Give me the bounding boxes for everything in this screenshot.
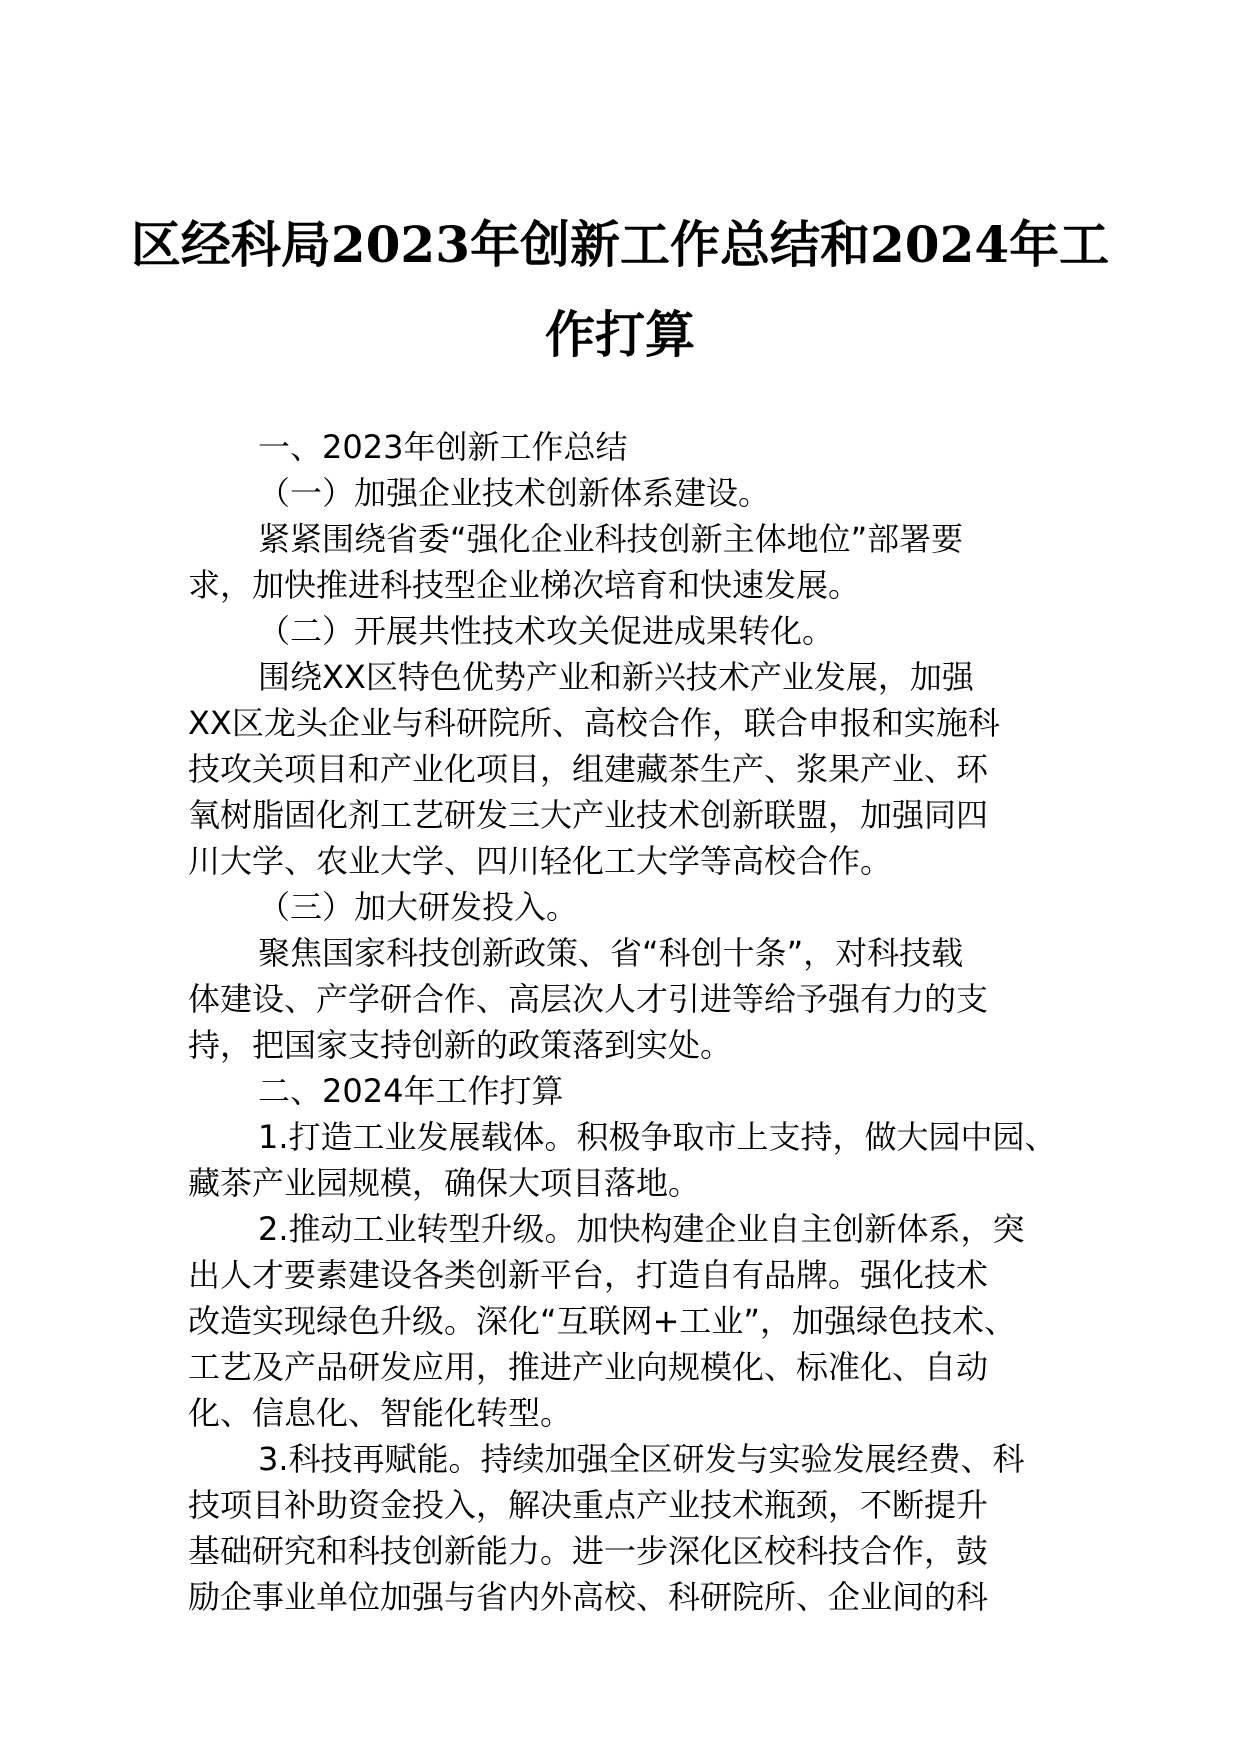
body-line: 聚焦国家科技创新政策、省“科创十条”，对科技载 [258, 934, 964, 972]
body-line: 持，把国家支持创新的政策落到实处。 [188, 1026, 733, 1064]
body-line: （二）开展共性技术攻关促进成果转化。 [258, 612, 835, 650]
body-line: 改造实现绿色升级。深化“互联网+工业”，加强绿色技术、 [188, 1302, 1016, 1340]
body-line: XX区龙头企业与科研院所、高校合作，联合申报和实施科 [188, 704, 1000, 742]
body-line: 励企事业单位加强与省内外高校、科研院所、企业间的科 [188, 1578, 989, 1616]
body-line: 紧紧围绕省委“强化企业科技创新主体地位”部署要 [258, 520, 964, 558]
body-line: 工艺及产品研发应用，推进产业向规模化、标准化、自动 [188, 1348, 989, 1386]
body-line: 川大学、农业大学、四川轻化工大学等高校合作。 [188, 842, 893, 880]
document-title-line-1: 区经科局2023年创新工作总结和2024年工 [130, 215, 1110, 274]
body-line: 基础研究和科技创新能力。进一步深化区校科技合作，鼓 [188, 1532, 989, 1570]
body-line: 技攻关项目和产业化项目，组建藏茶生产、浆果产业、环 [188, 750, 989, 788]
body-line: （一）加强企业技术创新体系建设。 [258, 474, 771, 512]
document-title-line-2: 作打算 [545, 305, 695, 364]
body-line: 藏茶产业园规模，确保大项目落地。 [188, 1164, 701, 1202]
body-line: 化、信息化、智能化转型。 [188, 1394, 573, 1432]
body-line: （三）加大研发投入。 [258, 888, 579, 926]
body-line: 求，加快推进科技型企业梯次培育和快速发展。 [188, 566, 861, 604]
body-line: 技项目补助资金投入，解决重点产业技术瓶颈，不断提升 [188, 1486, 989, 1524]
body-line: 二、2024年工作打算 [258, 1072, 564, 1110]
body-line: 出人才要素建设各类创新平台，打造自有品牌。强化技术 [188, 1256, 989, 1294]
document-body [188, 424, 1070, 1620]
body-line: 氧树脂固化剂工艺研发三大产业技术创新联盟，加强同四 [188, 796, 989, 834]
body-line: 体建设、产学研合作、高层次人才引进等给予强有力的支 [188, 980, 989, 1018]
body-line: 围绕XX区特色优势产业和新兴技术产业发展，加强 [258, 658, 974, 696]
body-line: 一、2023年创新工作总结 [258, 428, 628, 466]
body-line: 3.科技再赋能。持续加强全区研发与实验发展经费、科 [258, 1440, 1025, 1478]
body-line: 1.打造工业发展载体。积极争取市上支持，做大园中园、 [258, 1118, 1057, 1156]
body-line: 2.推动工业转型升级。加快构建企业自主创新体系，突 [258, 1210, 1025, 1248]
